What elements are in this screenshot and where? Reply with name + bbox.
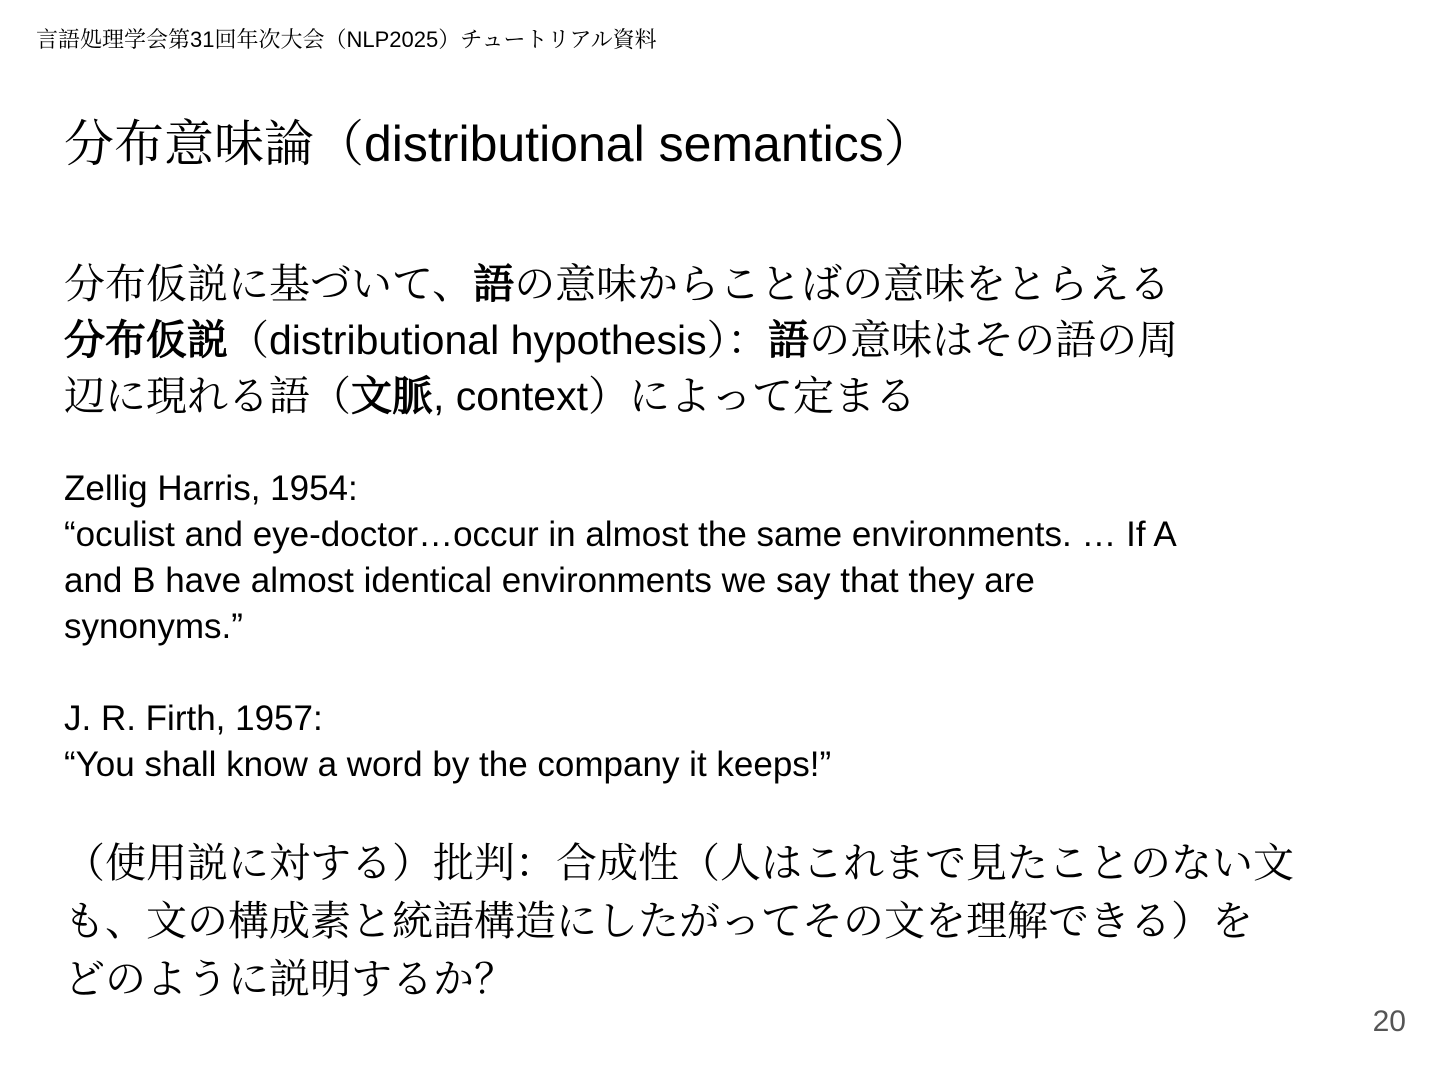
quote-line: “You shall know a word by the company it keeps!” <box>64 745 832 784</box>
intro-text: の意味からことばの意味をとらえる <box>514 261 1171 307</box>
quote-attribution: J. R. Firth, 1957: <box>64 699 323 738</box>
intro-line-3 <box>64 368 1394 424</box>
emphasis-word: 語 <box>473 261 515 307</box>
emphasis-term: 分布仮説 <box>64 317 228 363</box>
quote-line: and B have almost identical environments we say that they are <box>64 561 1035 600</box>
harris-quote-block <box>64 466 1394 650</box>
intro-text: （distributional hypothesis）： <box>228 317 769 363</box>
intro-text: , context）によって定まる <box>433 373 916 419</box>
slide-title: 分布意味論（distributional semantics） <box>64 116 934 172</box>
slide-header: 言語処理学会第31回年次大会（NLP2025）チュートリアル資料 <box>36 27 657 52</box>
critique-line: どのように説明するか？ <box>64 956 515 1002</box>
critique-line: （使用説に対する）批判：合成性（人はこれまで見たことのない文 <box>64 840 1294 886</box>
critique-line: も、文の構成素と統語構造にしたがってその文を理解できる）を <box>64 898 1253 944</box>
page-number: 20 <box>1372 1005 1406 1038</box>
intro-paragraph <box>64 256 1394 424</box>
intro-line-1 <box>64 256 1394 312</box>
critique-paragraph <box>64 834 1394 1008</box>
firth-quote-block <box>64 696 1394 788</box>
intro-line-2 <box>64 312 1394 368</box>
quote-line: synonyms.” <box>64 607 243 646</box>
quote-attribution: Zellig Harris, 1954: <box>64 469 358 508</box>
quote-line: “oculist and eye-doctor…occur in almost the same environments. … If A <box>64 515 1177 554</box>
intro-text: 分布仮説に基づいて、 <box>64 261 474 307</box>
emphasis-word: 語 <box>768 317 810 363</box>
emphasis-context: 文脈 <box>351 373 433 419</box>
intro-text: 辺に現れる語（ <box>64 373 351 419</box>
intro-text: の意味はその語の周 <box>809 317 1179 363</box>
